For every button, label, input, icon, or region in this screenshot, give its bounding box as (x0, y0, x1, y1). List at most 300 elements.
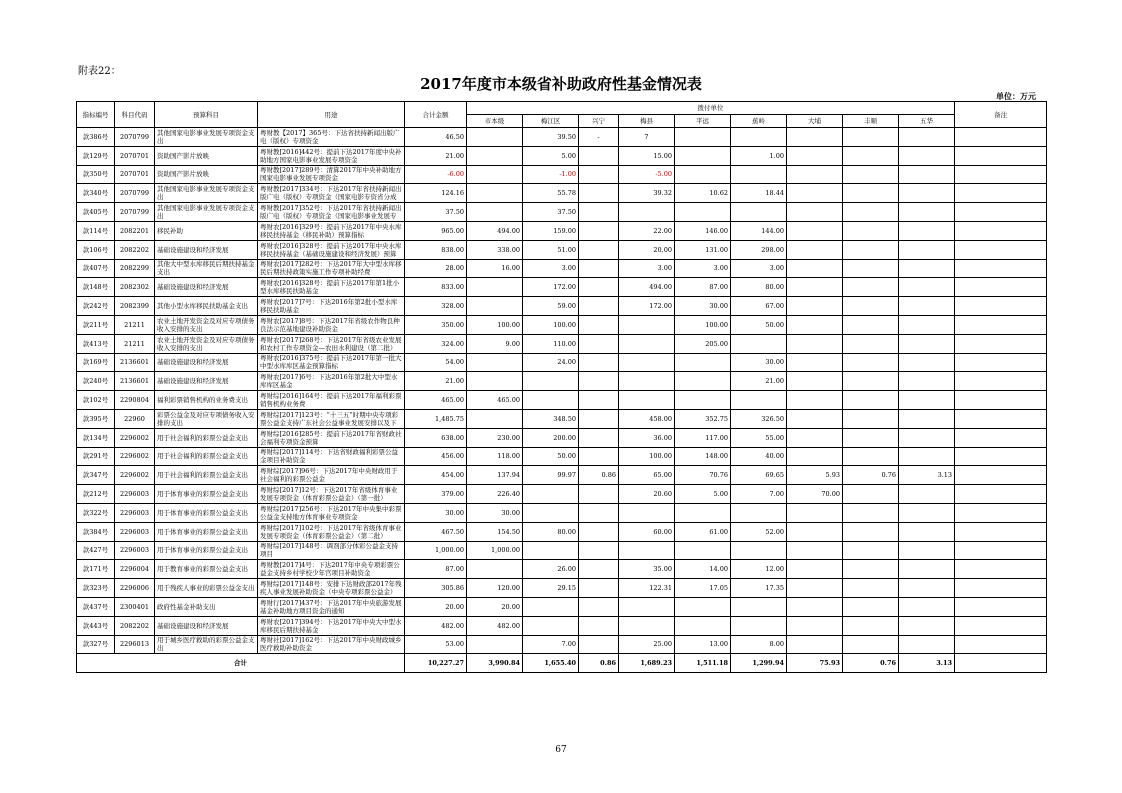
cell-code (77, 485, 115, 504)
cell-unit-amount (467, 503, 523, 522)
cell-subject-text: 资助国产影片放映 (157, 170, 209, 179)
cell-unit-amount-text: 0.76 (881, 471, 896, 480)
cell-subject-code (115, 485, 155, 504)
cell-purpose-text: 粤财综[2017]148号：安排下达财政部2017年残疾人事业发展补助资金（中央专项彩票公益金） (260, 580, 402, 597)
unit-total: 1,689.23 (619, 654, 675, 673)
cell-unit-amount (675, 240, 731, 259)
cell-unit-amount (731, 503, 787, 522)
cell-unit-amount (675, 579, 731, 598)
header-unit: 蕉岭 (731, 115, 787, 128)
cell-unit-amount (899, 560, 955, 579)
cell-unit-amount (619, 391, 675, 410)
cell-total-text: 838.00 (441, 245, 464, 254)
cell-unit-amount-text: 29.15 (557, 584, 576, 593)
cell-unit-amount (843, 635, 899, 654)
page-title: 2017年度市本级省补助政府性基金情况表 (420, 75, 702, 93)
cell-unit-amount-text: 67.00 (765, 302, 784, 311)
cell-subject (155, 221, 258, 240)
cell-purpose-text: 粤财教【2017】365号：下达省扶持新闻出版广电（版权）专项资金 (260, 128, 400, 145)
cell-unit-amount-text: 100.00 (705, 320, 728, 329)
cell-unit-amount (579, 353, 619, 372)
total-remark (955, 654, 1047, 673)
cell-code (77, 597, 115, 616)
cell-unit-amount (843, 391, 899, 410)
cell-code-text: 款427号 (82, 546, 109, 555)
header-remark: 备注 (955, 102, 1047, 128)
cell-subject (155, 240, 258, 259)
cell-unit-amount (619, 165, 675, 184)
cell-unit-amount (899, 278, 955, 297)
cell-remark (955, 184, 1047, 203)
cell-subject-code-text: 2296003 (120, 527, 149, 536)
cell-unit-amount (731, 597, 787, 616)
cell-purpose-text: 粤财社[2017]162号：下达2017年中央财政城乡医疗救助补助资金 (260, 636, 402, 653)
header-unit: 平远 (675, 115, 731, 128)
cell-total (405, 278, 467, 297)
cell-unit-amount (675, 409, 731, 428)
cell-remark (955, 221, 1047, 240)
cell-remark (955, 128, 1047, 147)
cell-unit-amount (467, 428, 523, 447)
cell-unit-amount (467, 165, 523, 184)
cell-unit-amount-text: 465.00 (497, 396, 520, 405)
cell-unit-amount (675, 297, 731, 316)
cell-unit-amount (731, 616, 787, 635)
cell-unit-amount (731, 409, 787, 428)
cell-unit-amount (523, 541, 579, 560)
cell-purpose (258, 428, 405, 447)
cell-unit-amount-text: 458.00 (649, 414, 672, 423)
cell-unit-amount-text: 87.00 (709, 283, 728, 292)
cell-unit-amount (899, 128, 955, 147)
cell-unit-amount (579, 522, 619, 541)
cell-total-text: 21.00 (445, 377, 464, 386)
cell-unit-amount (467, 240, 523, 259)
cell-total-text: 467.50 (441, 527, 464, 536)
cell-total-text: 46.50 (445, 132, 464, 141)
cell-unit-amount-text: 18.44 (765, 189, 784, 198)
cell-code-text: 款443号 (82, 621, 109, 630)
cell-unit-amount (899, 447, 955, 466)
cell-unit-amount (899, 466, 955, 485)
cell-unit-amount (579, 334, 619, 353)
cell-unit-amount (843, 353, 899, 372)
table-row (77, 447, 1047, 466)
unit-total: 75.93 (787, 654, 843, 673)
cell-unit-amount (467, 579, 523, 598)
cell-code (77, 560, 115, 579)
cell-purpose (258, 146, 405, 165)
cell-purpose-text: 粤财教[2017]352号：下达2017年省扶持新闻出版广电（版权）专项资金（国家电影事业发展专 (260, 204, 402, 221)
cell-subject-text: 用于体育事业的彩票公益金支出 (157, 546, 248, 555)
cell-subject-code-text: 2070701 (120, 151, 149, 160)
cell-unit-amount (843, 315, 899, 334)
cell-unit-amount (843, 128, 899, 147)
unit-total: 3,990.84 (467, 654, 523, 673)
cell-unit-amount-text: 226.40 (497, 490, 520, 499)
cell-unit-amount (899, 597, 955, 616)
cell-code (77, 259, 115, 278)
cell-unit-amount (619, 240, 675, 259)
cell-unit-amount (787, 128, 843, 147)
cell-purpose-text: 粤财农[2017]394号：下达2017年中央大中型水库移民后期扶持基金 (260, 617, 402, 634)
cell-unit-amount (675, 259, 731, 278)
cell-unit-amount-text: 100.00 (553, 320, 576, 329)
cell-unit-amount (579, 128, 619, 147)
cell-code (77, 409, 115, 428)
cell-subject-code (115, 165, 155, 184)
cell-subject-code (115, 635, 155, 654)
cell-unit-amount (843, 240, 899, 259)
cell-subject-text: 其他国家电影事业发展专项资金支出 (157, 204, 255, 221)
cell-unit-amount (619, 560, 675, 579)
cell-code (77, 297, 115, 316)
cell-remark (955, 372, 1047, 391)
cell-unit-amount (619, 128, 675, 147)
cell-unit-amount-text: 70.00 (821, 490, 840, 499)
cell-purpose-text: 粤财农[2017]282号：下达2017年大中型水库移民后期扶持政策实施工作专项补助经费 (260, 260, 402, 277)
cell-unit-amount (787, 259, 843, 278)
cell-total-text: 28.00 (445, 264, 464, 273)
cell-unit-amount (467, 278, 523, 297)
cell-unit-amount (467, 203, 523, 222)
cell-subject-code (115, 503, 155, 522)
cell-unit-amount (523, 372, 579, 391)
cell-unit-amount-text: 352.75 (705, 414, 728, 423)
cell-unit-amount (619, 616, 675, 635)
cell-total-text: 465.00 (441, 396, 464, 405)
cell-unit-amount (731, 391, 787, 410)
header-purpose: 用途 (258, 102, 405, 128)
cell-unit-amount (467, 334, 523, 353)
cell-subject (155, 353, 258, 372)
table-row (77, 391, 1047, 410)
cell-unit-amount (467, 146, 523, 165)
cell-subject (155, 128, 258, 147)
cell-unit-amount (843, 597, 899, 616)
table-row (77, 353, 1047, 372)
cell-unit-amount (787, 466, 843, 485)
cell-purpose (258, 522, 405, 541)
cell-unit-amount (731, 128, 787, 147)
cell-subject-code (115, 428, 155, 447)
table-row (77, 146, 1047, 165)
cell-purpose-text: 粤财农[2017]268号：下达2017年省级农业发展和农村工作专项资金—农田水利建设（第二批） (260, 335, 402, 352)
cell-total (405, 503, 467, 522)
cell-subject-code-text: 2296006 (120, 584, 149, 593)
cell-unit-amount (787, 334, 843, 353)
cell-total (405, 165, 467, 184)
cell-unit-amount (787, 522, 843, 541)
cell-unit-amount (579, 428, 619, 447)
cell-code-text: 款347号 (82, 471, 109, 480)
cell-total-text: 833.00 (441, 283, 464, 292)
cell-purpose (258, 221, 405, 240)
cell-subject-text: 其他大中型水库移民后期扶持基金支出 (157, 260, 255, 277)
cell-code-text: 款211号 (82, 320, 109, 329)
cell-unit-amount-text: 3.00 (657, 264, 672, 273)
cell-unit-amount-text: 25.00 (653, 640, 672, 649)
cell-total-text: 965.00 (441, 226, 464, 235)
cell-unit-amount (523, 597, 579, 616)
cell-unit-amount-text: 20.00 (653, 245, 672, 254)
cell-subject-code (115, 353, 155, 372)
cell-unit-amount (619, 466, 675, 485)
cell-unit-amount (787, 447, 843, 466)
cell-code (77, 428, 115, 447)
cell-unit-amount (899, 259, 955, 278)
cell-unit-amount (731, 146, 787, 165)
cell-subject (155, 334, 258, 353)
cell-unit-amount (523, 447, 579, 466)
cell-remark (955, 579, 1047, 598)
cell-total (405, 146, 467, 165)
cell-total (405, 259, 467, 278)
cell-subject-text: 基础设施建设和经济发展 (157, 245, 229, 254)
cell-remark (955, 635, 1047, 654)
cell-unit-amount (731, 240, 787, 259)
cell-subject-code-text: 2296002 (120, 452, 149, 461)
cell-unit-amount (899, 203, 955, 222)
cell-unit-amount-text: 14.00 (709, 565, 728, 574)
cell-total-text: 350.00 (441, 320, 464, 329)
cell-unit-amount-text: 1,000.00 (491, 546, 520, 555)
cell-unit-amount (579, 146, 619, 165)
cell-remark (955, 503, 1047, 522)
cell-unit-amount (899, 635, 955, 654)
annex-label: 附表22： (78, 66, 121, 77)
table-row (77, 635, 1047, 654)
cell-total-text: 1,000.00 (435, 546, 464, 555)
cell-unit-amount-text: 17.05 (709, 584, 728, 593)
cell-unit-amount (579, 541, 619, 560)
cell-unit-amount-text: 26.00 (557, 565, 576, 574)
cell-unit-amount (523, 409, 579, 428)
cell-subject (155, 409, 258, 428)
cell-purpose-text: 粤财农[2017]8号：下达2017年省级农作物良种良法示范基地建设补助资金 (260, 316, 400, 333)
cell-unit-amount (731, 635, 787, 654)
cell-unit-amount (579, 184, 619, 203)
table-row (77, 409, 1047, 428)
cell-total (405, 428, 467, 447)
cell-unit-amount (467, 259, 523, 278)
cell-unit-amount (467, 372, 523, 391)
cell-unit-amount-text: 3.00 (769, 264, 784, 273)
cell-unit-amount-text: 3.00 (713, 264, 728, 273)
header-subject-code: 科目代码 (115, 102, 155, 128)
cell-unit-amount (787, 579, 843, 598)
cell-purpose (258, 315, 405, 334)
cell-unit-amount-text: 99.97 (557, 471, 576, 480)
cell-subject-text: 资助国产影片放映 (157, 151, 209, 160)
cell-subject (155, 278, 258, 297)
cell-unit-amount-text: 8.00 (769, 640, 784, 649)
cell-unit-amount (731, 372, 787, 391)
cell-unit-amount-text: 69.65 (765, 471, 784, 480)
table-row (77, 522, 1047, 541)
cell-unit-amount (619, 334, 675, 353)
cell-code (77, 522, 115, 541)
cell-unit-amount (467, 522, 523, 541)
cell-subject-text: 用于教育事业的彩票公益金支出 (157, 565, 248, 574)
cell-unit-amount (579, 259, 619, 278)
cell-unit-amount-text: 200.00 (553, 433, 576, 442)
cell-purpose-text: 粤财行[2017]437号：下达2017年中央旅游发展基金补助地方项目资金的通知 (260, 598, 402, 615)
table-row (77, 259, 1047, 278)
cell-unit-amount (899, 297, 955, 316)
cell-total (405, 485, 467, 504)
table-row (77, 165, 1047, 184)
cell-subject-code (115, 128, 155, 147)
cell-code (77, 146, 115, 165)
table-row (77, 184, 1047, 203)
cell-unit-amount (843, 503, 899, 522)
cell-subject-code-text: 2082299 (120, 264, 149, 273)
cell-total (405, 372, 467, 391)
cell-remark (955, 353, 1047, 372)
cell-unit-amount (619, 428, 675, 447)
cell-total-text: 454.00 (441, 471, 464, 480)
cell-total-text: 379.00 (441, 490, 464, 499)
cell-unit-amount (523, 428, 579, 447)
cell-purpose-text: 粤财农[2017]6号：下达2016年第2批大中型水库库区基金 (260, 373, 398, 390)
cell-unit-amount-text: 172.00 (649, 302, 672, 311)
cell-unit-amount (843, 541, 899, 560)
cell-purpose (258, 597, 405, 616)
cell-unit-amount (899, 184, 955, 203)
cell-code-text: 款386号 (82, 132, 109, 141)
cell-unit-amount (787, 560, 843, 579)
table-row (77, 541, 1047, 560)
cell-unit-amount (579, 616, 619, 635)
cell-total (405, 184, 467, 203)
cell-unit-amount (843, 259, 899, 278)
cell-unit-amount-text: -5.00 (655, 170, 672, 179)
cell-subject-text: 基础设施建设和经济发展 (157, 358, 229, 367)
cell-subject-code-text: 2296004 (120, 565, 149, 574)
cell-subject-text: 用于体育事业的彩票公益金支出 (157, 508, 248, 517)
cell-unit-amount-text: 338.00 (497, 245, 520, 254)
cell-code-text: 款129号 (82, 151, 109, 160)
cell-unit-amount (523, 315, 579, 334)
cell-code-text: 款384号 (82, 527, 109, 536)
cell-subject-code-text: 2136601 (120, 377, 149, 386)
cell-unit-amount (523, 635, 579, 654)
cell-subject (155, 297, 258, 316)
cell-unit-amount (843, 221, 899, 240)
header-unit: 丰顺 (843, 115, 899, 128)
cell-unit-amount-text: 30.00 (765, 358, 784, 367)
cell-unit-amount-text: 7 (644, 132, 649, 141)
cell-unit-amount (731, 560, 787, 579)
cell-unit-amount (675, 278, 731, 297)
cell-code (77, 635, 115, 654)
table-row (77, 560, 1047, 579)
cell-unit-amount (899, 616, 955, 635)
cell-remark (955, 616, 1047, 635)
cell-subject-code (115, 259, 155, 278)
cell-purpose-text: 粤财教[2017]289号：清算2017年中央补助地方国家电影事业发展专项资金 (260, 166, 402, 183)
cell-unit-amount (787, 165, 843, 184)
cell-purpose (258, 391, 405, 410)
cell-purpose (258, 579, 405, 598)
table-row (77, 616, 1047, 635)
cell-unit-amount (899, 409, 955, 428)
cell-unit-amount (675, 391, 731, 410)
cell-subject-text: 其他国家电影事业发展专项资金支出 (157, 128, 255, 145)
cell-code-text: 款102号 (82, 396, 109, 405)
cell-unit-amount (523, 128, 579, 147)
cell-subject (155, 560, 258, 579)
cell-unit-amount (899, 503, 955, 522)
cell-unit-amount-text: 144.00 (761, 226, 784, 235)
cell-subject-code (115, 409, 155, 428)
cell-unit-amount (467, 391, 523, 410)
cell-purpose (258, 240, 405, 259)
cell-subject (155, 203, 258, 222)
cell-purpose-text: 粤财综[2017]148号：调剂部分体彩公益金支持项目 (260, 542, 399, 559)
cell-subject (155, 522, 258, 541)
cell-subject-code-text: 2296003 (120, 490, 149, 499)
cell-subject-code (115, 447, 155, 466)
cell-subject-text: 农业土地开发资金及对应专项债务收入安排的支出 (157, 316, 255, 333)
cell-purpose (258, 635, 405, 654)
cell-code (77, 447, 115, 466)
cell-subject (155, 428, 258, 447)
cell-code-text: 款242号 (82, 302, 109, 311)
cell-unit-amount-text: 131.00 (705, 245, 728, 254)
cell-purpose-text: 粤财综[2016]285号：提前下达2017年省财政社会福利专项资金预算 (260, 429, 402, 446)
cell-total-text: 305.86 (441, 584, 464, 593)
cell-unit-amount (899, 353, 955, 372)
cell-total (405, 315, 467, 334)
cell-unit-amount (675, 315, 731, 334)
cell-subject (155, 579, 258, 598)
cell-unit-amount (579, 503, 619, 522)
cell-unit-amount (523, 259, 579, 278)
cell-purpose-text: 粤财农[2017]7号：下达2016年第2批小型水库移民扶助基金 (260, 298, 398, 315)
cell-unit-amount (843, 466, 899, 485)
cell-purpose-text: 粤财综[2016]164号：提前下达2017年福利彩票销售机构业务费 (260, 392, 402, 409)
cell-subject (155, 597, 258, 616)
cell-purpose-text: 粤财综[2017]123号：“十三五”时期中央专项彩票公益金支持广东社会公益事业发展安排以及下 (260, 410, 399, 427)
cell-unit-amount (523, 297, 579, 316)
cell-subject-code (115, 597, 155, 616)
cell-purpose-text: 粤财农[2016]329号：提前下达2017年中央水库移民扶持基金（移民补助）预算指标 (260, 222, 402, 239)
cell-unit-amount (579, 391, 619, 410)
cell-purpose-text: 粤财综[2017]102号：下达2017年省级体育事业发展专项资金（体育彩票公益金）（第二批） (260, 523, 402, 540)
cell-code-text: 款322号 (82, 508, 109, 517)
cell-total-text: 638.00 (441, 433, 464, 442)
cell-unit-amount-text: 298.00 (761, 245, 784, 254)
cell-unit-amount (787, 146, 843, 165)
cell-code-text: 款350号 (82, 170, 109, 179)
cell-purpose (258, 409, 405, 428)
cell-code (77, 579, 115, 598)
cell-unit-amount-text: 137.94 (497, 471, 520, 480)
cell-unit-amount (619, 259, 675, 278)
grand-total: 10,227.27 (405, 654, 467, 673)
cell-unit-amount (675, 560, 731, 579)
cell-unit-amount (731, 184, 787, 203)
cell-subject (155, 391, 258, 410)
cell-unit-amount-text: 20.60 (653, 490, 672, 499)
cell-total (405, 597, 467, 616)
cell-unit-amount-text: 9.00 (505, 339, 520, 348)
cell-total (405, 579, 467, 598)
cell-unit-amount-text: - (597, 132, 600, 141)
cell-subject-text: 用于社会福利的彩票公益金支出 (157, 433, 248, 442)
